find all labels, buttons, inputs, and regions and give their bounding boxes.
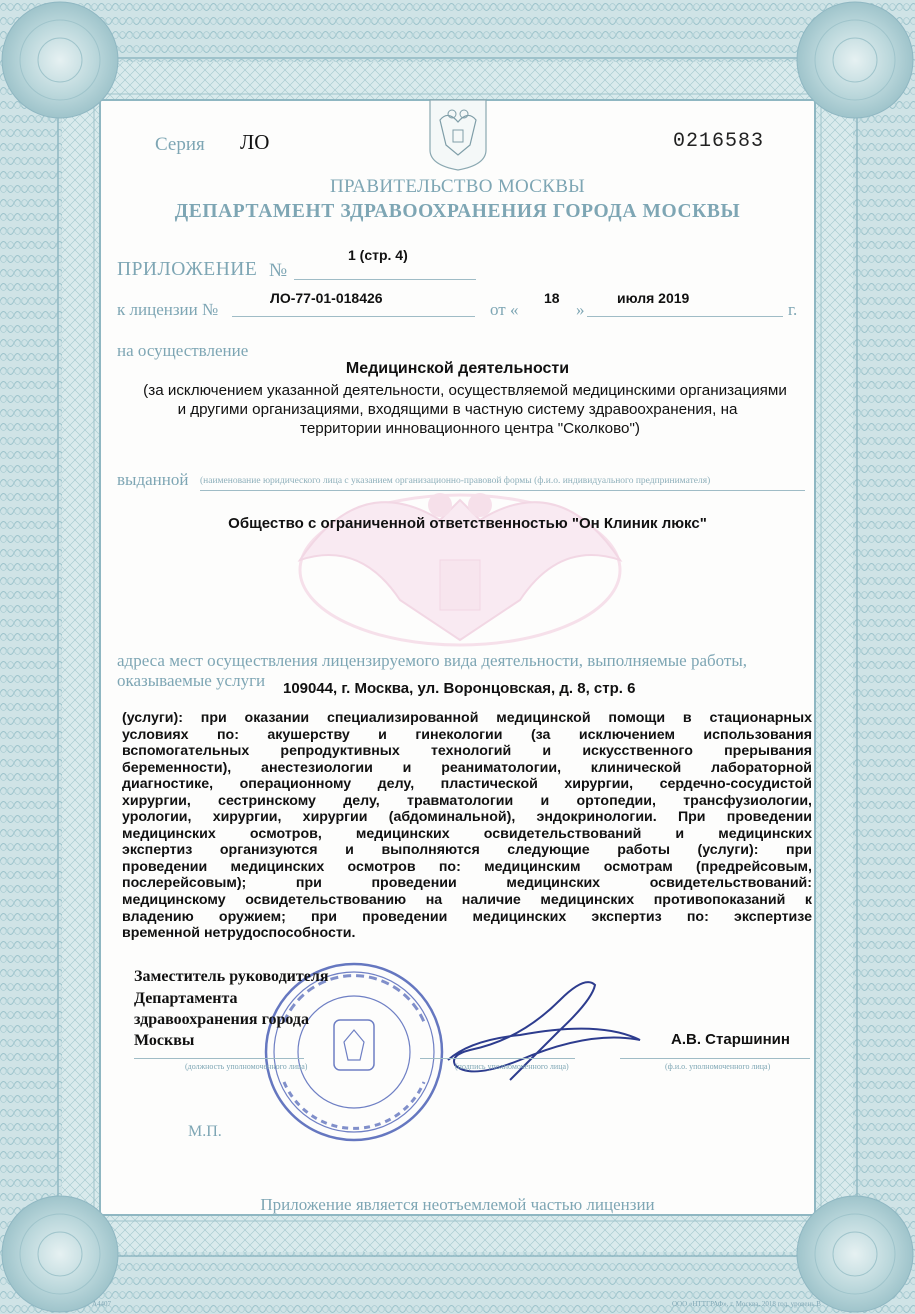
services-line: послерейсовым); при проведении медицинских освидетельствований: <box>122 875 812 892</box>
issued-label: выданной <box>117 470 189 489</box>
name-underline <box>620 1058 810 1059</box>
license-quote-close: » <box>576 300 585 319</box>
services-text <box>122 710 812 942</box>
services-line: диагностике, операционному делу, пластической хирургии, сердечно-сосудистой <box>122 776 812 793</box>
appendix-number: 1 (стр. 4) <box>348 247 408 263</box>
appendix-label: ПРИЛОЖЕНИЕ <box>117 259 258 280</box>
services-line: экспертиз организуются и выполняются следующие работы (услуги): при <box>122 842 812 859</box>
issued-line <box>200 490 805 491</box>
address-value: 109044, г. Москва, ул. Воронцовская, д. 8, стр. 6 <box>283 680 636 697</box>
license-date-from-label: от « <box>490 300 519 319</box>
stamp-label: М.П. <box>188 1123 222 1140</box>
name-hint: (ф.и.о. уполномоченного лица) <box>665 1062 771 1071</box>
license-number-line <box>232 316 475 317</box>
signatory-position-line-3: здравоохранения города <box>134 1011 309 1028</box>
services-line: проведении медицинских осмотров по: медицинским осмотрам (предрейсовым, <box>122 858 812 875</box>
printer-info: ООО «НТТГРАФ», г. Москва, 2018 год, уровень В <box>672 1300 821 1308</box>
services-line: владению оружием; при проведении медицинских экспертиз по: экспертизе <box>122 908 812 925</box>
services-line: медицинскому освидетельствованию на наличие медицинских противопоказаний к <box>122 892 812 909</box>
services-line: условиях по: акушерству и гинекологии (за исключением использования <box>122 726 812 743</box>
form-code: А4407 <box>92 1300 112 1308</box>
document-number: 0216583 <box>673 130 765 153</box>
signature-hint: (подпись уполномоченного лица) <box>455 1062 569 1071</box>
services-line: (услуги): при оказании специализированной медицинской помощи в стационарных <box>122 710 812 726</box>
activity-note-line-3: территории инновационного центра "Сколково") <box>300 420 640 437</box>
activity-title: Медицинской деятельности <box>345 360 570 377</box>
signatory-position-line-1: Заместитель руководителя <box>134 968 329 985</box>
department-title: ДЕПАРТАМЕНТ ЗДРАВООХРАНЕНИЯ ГОРОДА МОСКВЫ <box>174 201 741 222</box>
organization-name: Общество с ограниченной ответственностью "Он Клиник люкс" <box>228 515 707 532</box>
signatory-position-line-4: Москвы <box>134 1032 195 1049</box>
series-value: ЛО <box>240 130 270 154</box>
address-label-line-2: оказываемые услуги <box>117 671 266 690</box>
government-title: ПРАВИТЕЛЬСТВО МОСКВЫ <box>329 176 586 197</box>
appendix-number-line <box>294 279 476 280</box>
address-label-line-1: адреса мест осуществления лицензируемого вида деятельности, выполняемые работы, <box>117 651 748 670</box>
signatory-name: А.В. Старшинин <box>671 1031 790 1048</box>
license-day: 18 <box>544 290 560 306</box>
signatory-position-line-2: Департамента <box>134 990 238 1007</box>
position-hint: (должность уполномоченного лица) <box>185 1062 308 1071</box>
coat-of-arms-icon <box>430 100 486 170</box>
license-month-year: июля 2019 <box>617 290 690 306</box>
activity-note-line-1: (за исключением указанной деятельности, осуществляемой медицинскими организациями <box>143 382 787 399</box>
services-line: беременности), анестезиологии и реаниматологии, клинической лабораторной <box>122 759 812 776</box>
signature-underline <box>420 1058 575 1059</box>
services-line: временной нетрудоспособности. <box>122 925 356 942</box>
license-number: ЛО-77-01-018426 <box>270 290 383 306</box>
license-year-suffix: г. <box>788 300 798 319</box>
license-date-line <box>587 316 783 317</box>
corner-rosette-icon <box>2 2 118 118</box>
services-line: вспомогательных репродуктивных технологий и искусственного прерывания <box>122 743 812 760</box>
services-line: урологии, хирургии, хирургии (абдоминальной), эндокринологии. При проведении <box>122 809 812 826</box>
services-line: медицинских осмотров, медицинских освидетельствований и медицинских <box>122 825 812 842</box>
services-line: хирургии, сестринскому делу, травматологии и ортопедии, трансфузиологии, <box>122 792 812 809</box>
activity-label: на осуществление <box>117 341 249 360</box>
position-underline <box>134 1058 304 1059</box>
activity-note-line-2: и другими организациями, входящими в частную систему здравоохранения, на <box>177 401 738 418</box>
issued-hint: (наименование юридического лица с указанием организационно-правовой формы (ф.и.о. индивидуального предпринимателя) <box>200 476 711 486</box>
license-label: к лицензии № <box>117 300 219 319</box>
footer-note: Приложение является неотъемлемой частью лицензии <box>260 1195 655 1214</box>
appendix-number-sign: № <box>269 260 288 281</box>
series-label: Серия <box>155 134 205 155</box>
